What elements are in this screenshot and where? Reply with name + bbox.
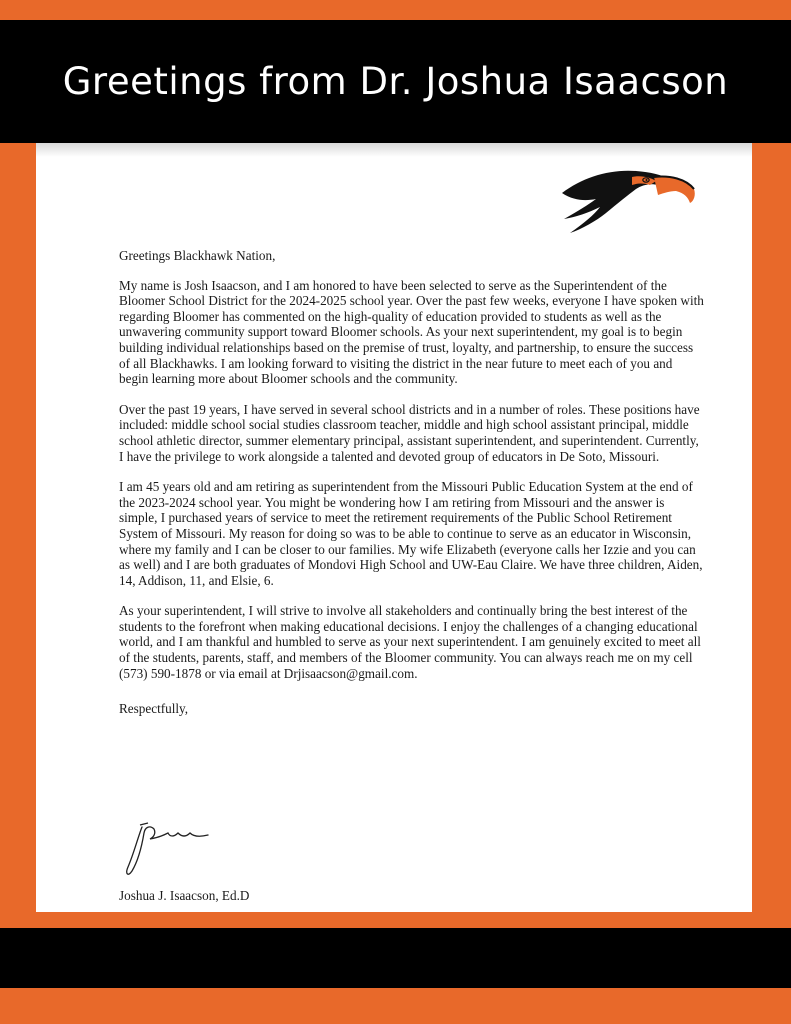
paragraph-experience: Over the past 19 years, I have served in several school districts and in a number of roles. These positions have included: middle school social studies classroom teacher, middle and high school assistant principal, middle school athletic director, summer elementary principal, assistant superintendent, and superintendent. Currently, I have the privilege to work alongside a talented and devoted group of educators in De Soto, Missouri. — [119, 401, 700, 464]
hawk-beak-shape — [654, 177, 695, 204]
bottom-black-band — [0, 928, 791, 988]
salutation: Greetings Blackhawk Nation, — [119, 248, 276, 263]
signer-name: Joshua J. Isaacson, Ed.D — [119, 888, 250, 903]
letter-page — [36, 143, 752, 912]
page-title: Greetings from Dr. Joshua Isaacson — [62, 60, 729, 103]
title-banner — [0, 20, 791, 143]
top-orange-border — [0, 0, 791, 20]
paragraph-introduction: My name is Josh Isaacson, and I am honored to have been selected to serve as the Superintendent of the Bloomer School District for the 2024-2025 school year. Over the past few weeks, everyone I have spoken with regarding Bloomer has commented on the high-quality of education provided to students as well as the unwavering community support toward Bloomer schools. As your next superintendent, my goal is to begin building individual relationships based on the premise of trust, loyalty, and partnership, to ensure the success of all Blackhawks. I am looking forward to visiting the district in the near future to meet each of you and begin learning more about Bloomer schools and the community. — [119, 277, 704, 387]
bottom-orange-border — [0, 988, 791, 1024]
letter-top-shadow — [36, 143, 752, 157]
closing: Respectfully, — [119, 701, 189, 717]
letter-body — [119, 248, 704, 717]
paragraph-commitment: As your superintendent, I will strive to involve all stakeholders and continually bring the best interest of the students to the forefront when making educational decisions. I enjoy the challenges of a changing educational world, and I am thankful and humbled to serve as your next superintendent. I am genuinely excited to meet all of the students, parents, staff, and members of the Bloomer community. You can always reach me on my cell (573) 590-1878 or via email at Drjisaacson@gmail.com. — [119, 603, 701, 681]
signature-icon — [120, 819, 220, 881]
blackhawk-head-icon — [558, 163, 698, 235]
paragraph-background: I am 45 years old and am retiring as superintendent from the Missouri Public Education System at the end of the 2023-2024 school year. You might be wondering how I am retiring from Missouri and the answer is simple, I purchased years of service to meet the retirement requirements of the Public School Retirement System of Missouri. My reason for doing so was to be able to continue to serve as an educator in Wisconsin, where my family and I can be closer to our families. My wife Elizabeth (everyone calls her Izzie and you can as well) and I are both graduates of Mondovi High School and UW-Eau Claire. We have three children, Aiden, 14, Addison, 11, and Elsie, 6. — [119, 479, 703, 588]
